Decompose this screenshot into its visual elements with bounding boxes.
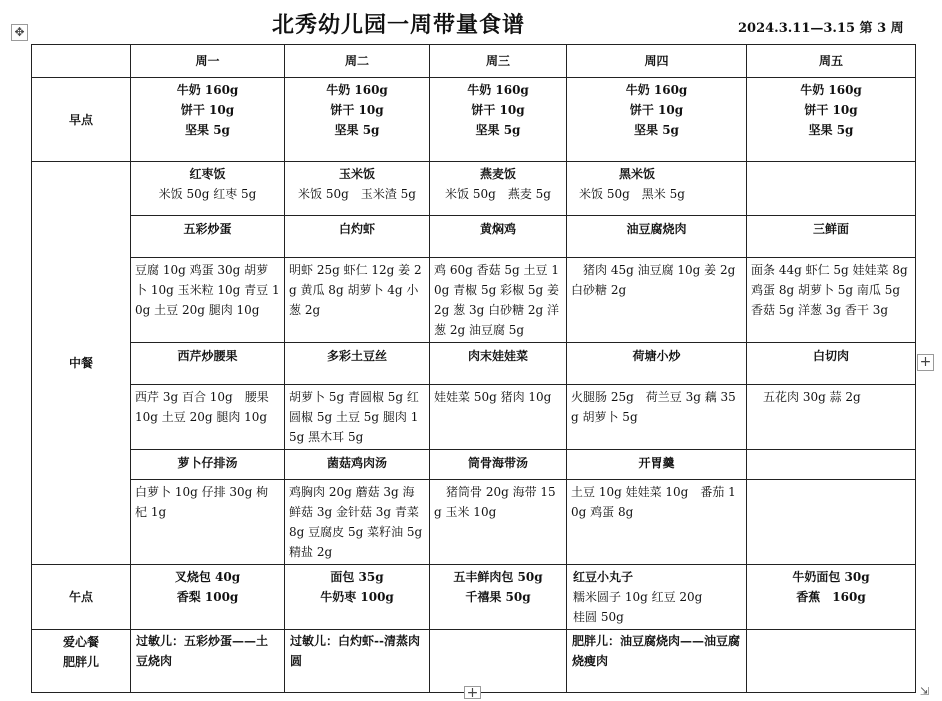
breakfast-label: 早点	[32, 78, 131, 162]
add-column-plus-icon[interactable]: +	[917, 354, 934, 371]
dish2-ingredients-thu: 火腿肠 25g 荷兰豆 3g 藕 35g 胡萝卜 5g	[567, 385, 747, 450]
love-meal-fri	[747, 630, 916, 693]
dish2-name-thu: 荷塘小炒	[567, 343, 747, 385]
dish1-name-thu: 油豆腐烧肉	[567, 216, 747, 258]
snack-wed: 五丰鲜肉包 50g 千禧果 50g	[430, 565, 567, 630]
staple-tue: 玉米饭 米饭 50g 玉米渣 5g	[285, 162, 430, 216]
snack-fri: 牛奶面包 30g 香蕉 160g	[747, 565, 916, 630]
staple-thu: 黑米饭 米饭 50g 黑米 5g	[567, 162, 747, 216]
dish1-ingredients-tue: 明虾 25g 虾仁 12g 姜 2g 黄瓜 8g 胡萝卜 4g 小葱 2g	[285, 258, 430, 343]
dish2-name-wed: 肉末娃娃菜	[430, 343, 567, 385]
date-range: 2024.3.11—3.15 第 3 周	[738, 21, 904, 36]
dish2-ingredients-fri: 五花肉 30g 蒜 2g	[747, 385, 916, 450]
dish3-name-fri	[747, 450, 916, 480]
dish1-ingredients-thu: 猪肉 45g 油豆腐 10g 姜 2g 白砂糖 2g	[567, 258, 747, 343]
breakfast-fri: 牛奶 160g 饼干 10g 坚果 5g	[747, 78, 916, 162]
dish3-ingredients-mon: 白萝卜 10g 仔排 30g 枸杞 1g	[131, 480, 285, 565]
breakfast-tue: 牛奶 160g 饼干 10g 坚果 5g	[285, 78, 430, 162]
page-title: 北秀幼儿园一周带量食谱	[272, 12, 526, 38]
dish3-ingredients-wed: 猪筒骨 20g 海带 15g 玉米 10g	[430, 480, 567, 565]
day-header-thu: 周四	[567, 45, 747, 78]
dish3-ingredients-fri	[747, 480, 916, 565]
dish1-name-mon: 五彩炒蛋	[131, 216, 285, 258]
dish2-ingredients-mon: 西芹 3g 百合 10g 腰果 10g 土豆 20g 腿肉 10g	[131, 385, 285, 450]
dish3-name-thu: 开胃羹	[567, 450, 747, 480]
dish1-ingredients-wed: 鸡 60g 香菇 5g 土豆 10g 青椒 5g 彩椒 5g 姜 2g 葱 3g 白砂糖 2g 洋葱 2g 油豆腐 5g	[430, 258, 567, 343]
dish2-name-row	[32, 343, 916, 385]
add-row-plus-icon[interactable]: +	[464, 686, 481, 699]
love-meal-mon: 过敏儿：五彩炒蛋——土豆烧肉	[131, 630, 285, 693]
day-header-mon: 周一	[131, 45, 285, 78]
breakfast-mon: 牛奶 160g 饼干 10g 坚果 5g	[131, 78, 285, 162]
dish2-ingredients-row	[32, 385, 916, 450]
dish1-ingredients-mon: 豆腐 10g 鸡蛋 30g 胡萝卜 10g 玉米粒 10g 青豆 10g 土豆 20g 腿肉 10g	[131, 258, 285, 343]
dish1-name-fri: 三鲜面	[747, 216, 916, 258]
dish2-ingredients-wed: 娃娃菜 50g 猪肉 10g	[430, 385, 567, 450]
dish1-ingredients-fri: 面条 44g 虾仁 5g 娃娃菜 8g 鸡蛋 8g 胡萝卜 5g 南瓜 5g 香菇 5g 洋葱 3g 香干 3g	[747, 258, 916, 343]
dish3-name-row	[32, 450, 916, 480]
day-header-tue: 周二	[285, 45, 430, 78]
dish1-name-tue: 白灼虾	[285, 216, 430, 258]
snack-tue: 面包 35g 牛奶枣 100g	[285, 565, 430, 630]
breakfast-thu: 牛奶 160g 饼干 10g 坚果 5g	[567, 78, 747, 162]
snack-label: 午点	[32, 565, 131, 630]
dish3-name-tue: 菌菇鸡肉汤	[285, 450, 430, 480]
dish3-name-mon: 萝卜仔排汤	[131, 450, 285, 480]
weekly-menu-table	[31, 44, 916, 693]
love-meal-thu: 肥胖儿：油豆腐烧肉——油豆腐烧瘦肉	[567, 630, 747, 693]
dish2-name-mon: 西芹炒腰果	[131, 343, 285, 385]
dish2-ingredients-tue: 胡萝卜 5g 青圆椒 5g 红圆椒 5g 土豆 5g 腿肉 15g 黑木耳 5g	[285, 385, 430, 450]
dish2-name-fri: 白切肉	[747, 343, 916, 385]
header-row	[32, 45, 916, 78]
staple-row	[32, 162, 916, 216]
snack-row	[32, 565, 916, 630]
lunch-label: 中餐	[32, 162, 131, 565]
day-header-fri: 周五	[747, 45, 916, 78]
dish3-ingredients-thu: 土豆 10g 娃娃菜 10g 番茄 10g 鸡蛋 8g	[567, 480, 747, 565]
love-meal-row	[32, 630, 916, 693]
dish1-name-row	[32, 216, 916, 258]
dish1-name-wed: 黄焖鸡	[430, 216, 567, 258]
dish3-name-wed: 筒骨海带汤	[430, 450, 567, 480]
breakfast-wed: 牛奶 160g 饼干 10g 坚果 5g	[430, 78, 567, 162]
staple-mon: 红枣饭 米饭 50g 红枣 5g	[131, 162, 285, 216]
day-header-wed: 周三	[430, 45, 567, 78]
corner-cell	[32, 45, 131, 78]
dish3-ingredients-tue: 鸡胸肉 20g 蘑菇 3g 海鲜菇 3g 金针菇 3g 青菜 8g 豆腐皮 5g 菜籽油 5g 精盐 2g	[285, 480, 430, 565]
breakfast-row	[32, 78, 916, 162]
dish1-ingredients-row	[32, 258, 916, 343]
dish3-ingredients-row	[32, 480, 916, 565]
dish2-name-tue: 多彩土豆丝	[285, 343, 430, 385]
table-move-handle-icon[interactable]: ✥	[11, 24, 28, 41]
staple-wed: 燕麦饭 米饭 50g 燕麦 5g	[430, 162, 567, 216]
love-meal-wed	[430, 630, 567, 693]
love-meal-label: 爱心餐 肥胖儿	[32, 630, 131, 693]
snack-thu: 红豆小丸子 糯米圆子 10g 红豆 20g 桂圆 50g	[567, 565, 747, 630]
snack-mon: 叉烧包 40g 香梨 100g	[131, 565, 285, 630]
love-meal-tue: 过敏儿：白灼虾--清蒸肉圆	[285, 630, 430, 693]
staple-fri	[747, 162, 916, 216]
table-resize-icon[interactable]: ⇲	[920, 685, 930, 698]
